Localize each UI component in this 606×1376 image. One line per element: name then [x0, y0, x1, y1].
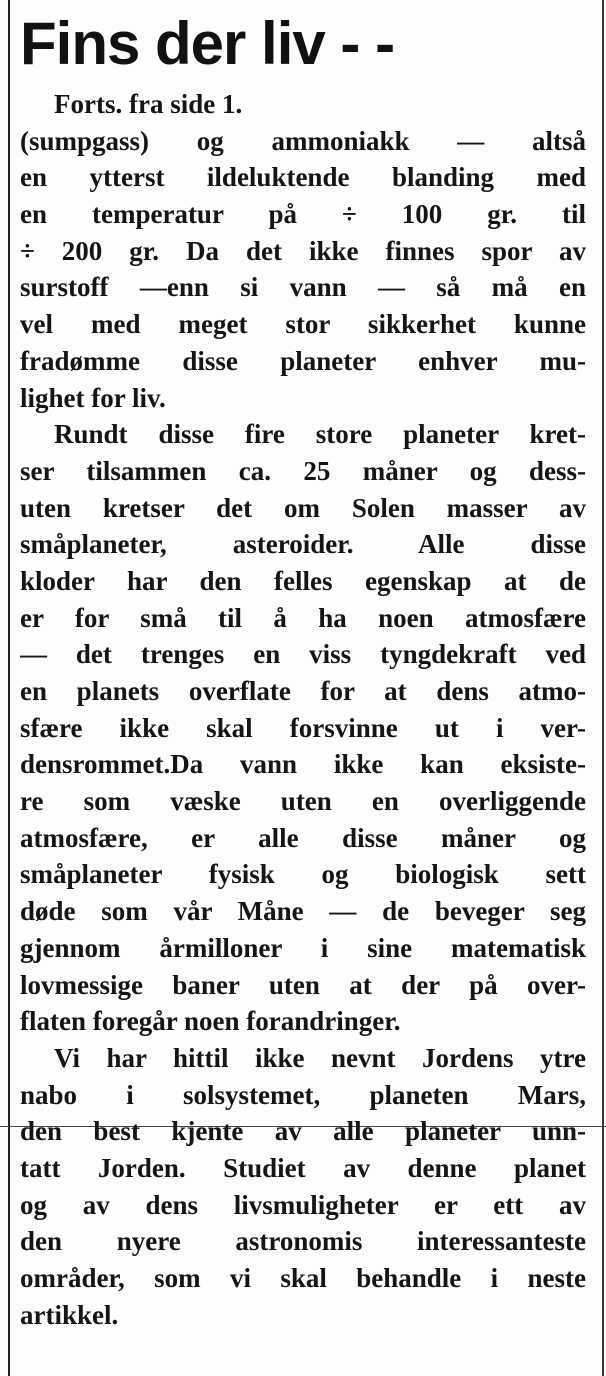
- article-line: er for små til å ha noen atmosfære: [20, 602, 586, 633]
- article-line: døde som vår Måne — de beveger seg: [20, 896, 586, 927]
- article-line: lighet for liv.: [20, 382, 166, 413]
- article-line: re som væske uten en overliggende: [20, 786, 586, 817]
- headline: Fins der liv - -: [20, 10, 395, 77]
- article-line: atmosfære, er alle disse måner og: [20, 822, 586, 853]
- article-line: ser tilsammen ca. 25 måner og dess-: [20, 455, 586, 486]
- article-line: sfære ikke skal forsvinne ut i ver-: [20, 712, 586, 743]
- article-line: en temperatur på ÷ 100 gr. til: [20, 199, 586, 230]
- article-line: den nyere astronomis interessanteste: [20, 1226, 586, 1257]
- article-line: kloder har den felles egenskap at de: [20, 565, 586, 596]
- article-body: [20, 86, 586, 1333]
- article-line: fradømme disse planeter enhver mu-: [20, 345, 586, 376]
- article-line: småplaneter, asteroider. Alle disse: [20, 529, 586, 560]
- article-line: surstoff —enn si vann — så må en: [20, 272, 586, 303]
- article-line: ÷ 200 gr. Da det ikke finnes spor av: [20, 235, 586, 266]
- column-rule-left: [8, 0, 10, 1376]
- article-line: småplaneter fysisk og biologisk sett: [20, 859, 586, 890]
- article-line: og av dens livsmuligheter er ett av: [20, 1189, 586, 1220]
- article-line: nabo i solsystemet, planeten Mars,: [20, 1079, 586, 1110]
- article-line: flaten foregår noen forandringer.: [20, 1006, 401, 1037]
- article-line: vel med meget stor sikkerhet kunne: [20, 309, 586, 340]
- article-line: den best kjente av alle planeter unn-: [20, 1116, 586, 1147]
- article-line: — det trenges en viss tyngdekraft ved: [20, 639, 586, 670]
- article-line: Forts. fra side 1.: [54, 89, 243, 119]
- article-line: områder, som vi skal behandle i neste: [20, 1263, 586, 1293]
- article-line: tatt Jorden. Studiet av denne planet: [20, 1152, 586, 1183]
- article-line: lovmessige baner uten at der på over-: [20, 969, 586, 1000]
- article-line: en ytterst ildeluktende blanding med: [20, 162, 586, 193]
- article-line: en planets overflate for at dens atmo-: [20, 676, 586, 706]
- column-rule-right: [602, 0, 604, 1376]
- article-line: densrommet.Da vann ikke kan eksiste-: [20, 749, 586, 780]
- article-line: gjennom årmilloner i sine matematisk: [20, 932, 586, 963]
- article-line: artikkel.: [20, 1299, 119, 1330]
- article-line: (sumpgass) og ammoniakk — altså: [20, 125, 586, 156]
- article-line: uten kretser det om Solen masser av: [20, 492, 586, 523]
- article-line: Vi har hittil ikke nevnt Jordens ytre: [54, 1042, 586, 1073]
- article-line: Rundt disse fire store planeter kret-: [54, 419, 586, 450]
